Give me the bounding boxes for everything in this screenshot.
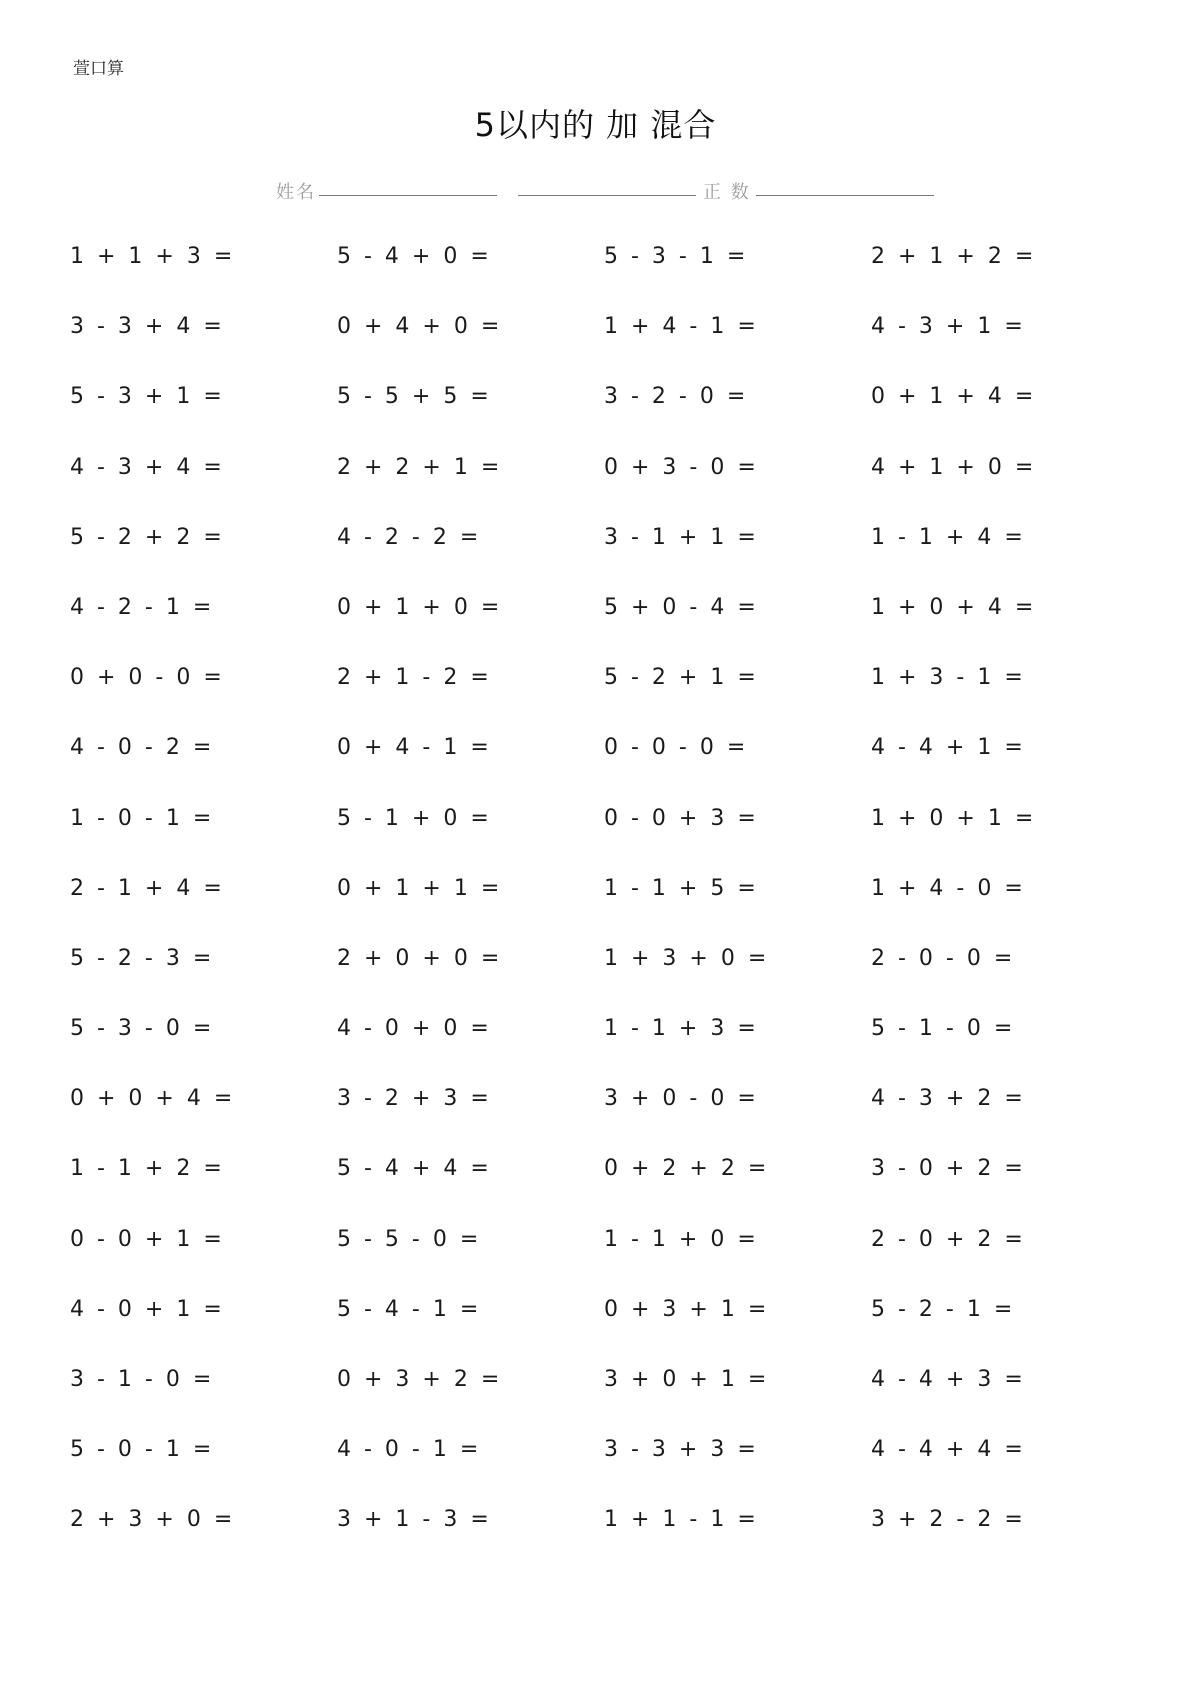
problem-r14-c3: 0 + 2 + 2 = bbox=[604, 1156, 769, 1182]
problem-r1-c1: 1 + 1 + 3 = bbox=[70, 244, 235, 269]
problem-r16-c3: 0 + 3 + 1 = bbox=[604, 1296, 769, 1322]
problem-r11-c3: 1 + 3 + 0 = bbox=[604, 945, 769, 971]
problem-r2-c2: 0 + 4 + 0 = bbox=[337, 314, 502, 340]
problem-r4-c4: 4 + 1 + 0 = bbox=[871, 454, 1036, 480]
problem-r3-c2: 5 - 5 + 5 = bbox=[337, 384, 491, 410]
problem-r12-c3: 1 - 1 + 3 = bbox=[604, 1016, 758, 1042]
problem-r7-c4: 1 + 3 - 1 = bbox=[871, 665, 1025, 691]
problem-r12-c1: 5 - 3 - 0 = bbox=[70, 1016, 214, 1042]
problem-r16-c4: 5 - 2 - 1 = bbox=[871, 1296, 1015, 1322]
problem-r14-c1: 1 - 1 + 2 = bbox=[70, 1156, 224, 1182]
problem-r19-c4: 3 + 2 - 2 = bbox=[871, 1507, 1025, 1533]
problem-r17-c1: 3 - 1 - 0 = bbox=[70, 1367, 214, 1392]
problem-r12-c4: 5 - 1 - 0 = bbox=[871, 1016, 1015, 1042]
problem-r5-c3: 3 - 1 + 1 = bbox=[604, 524, 758, 550]
problem-r13-c2: 3 - 2 + 3 = bbox=[337, 1086, 491, 1112]
problem-r1-c3: 5 - 3 - 1 = bbox=[604, 244, 748, 269]
problem-r5-c1: 5 - 2 + 2 = bbox=[70, 524, 224, 550]
problem-r5-c4: 1 - 1 + 4 = bbox=[871, 524, 1025, 550]
problem-r1-c4: 2 + 1 + 2 = bbox=[871, 244, 1036, 269]
problem-r4-c2: 2 + 2 + 1 = bbox=[337, 454, 502, 480]
score-line[interactable] bbox=[756, 195, 934, 196]
problem-r10-c1: 2 - 1 + 4 = bbox=[70, 875, 224, 901]
problem-r10-c4: 1 + 4 - 0 = bbox=[871, 875, 1025, 901]
problem-r7-c3: 5 - 2 + 1 = bbox=[604, 665, 758, 691]
problem-r10-c2: 0 + 1 + 1 = bbox=[337, 875, 502, 901]
problem-r7-c2: 2 + 1 - 2 = bbox=[337, 665, 491, 691]
problem-r9-c4: 1 + 0 + 1 = bbox=[871, 805, 1036, 831]
problem-r10-c3: 1 - 1 + 5 = bbox=[604, 875, 758, 901]
problem-r3-c4: 0 + 1 + 4 = bbox=[871, 384, 1036, 410]
problem-r19-c2: 3 + 1 - 3 = bbox=[337, 1507, 491, 1533]
problem-r18-c1: 5 - 0 - 1 = bbox=[70, 1437, 214, 1463]
problem-grid bbox=[70, 243, 1130, 1577]
problem-r6-c4: 1 + 0 + 4 = bbox=[871, 594, 1036, 620]
problem-r3-c3: 3 - 2 - 0 = bbox=[604, 384, 748, 410]
problem-r19-c1: 2 + 3 + 0 = bbox=[70, 1507, 235, 1533]
problem-r2-c3: 1 + 4 - 1 = bbox=[604, 314, 758, 340]
problem-r13-c4: 4 - 3 + 2 = bbox=[871, 1086, 1025, 1112]
problem-r8-c1: 4 - 0 - 2 = bbox=[70, 735, 214, 761]
name-label: 姓名 bbox=[276, 182, 316, 203]
problem-r7-c1: 0 + 0 - 0 = bbox=[70, 665, 224, 691]
problem-r2-c4: 4 - 3 + 1 = bbox=[871, 314, 1025, 340]
problem-r17-c4: 4 - 4 + 3 = bbox=[871, 1367, 1025, 1392]
problem-r6-c1: 4 - 2 - 1 = bbox=[70, 594, 214, 620]
problem-r13-c1: 0 + 0 + 4 = bbox=[70, 1086, 235, 1112]
problem-r14-c2: 5 - 4 + 4 = bbox=[337, 1156, 491, 1182]
problem-r6-c3: 5 + 0 - 4 = bbox=[604, 594, 758, 620]
problem-r17-c3: 3 + 0 + 1 = bbox=[604, 1367, 769, 1392]
problem-r12-c2: 4 - 0 + 0 = bbox=[337, 1016, 491, 1042]
problem-r17-c2: 0 + 3 + 2 = bbox=[337, 1367, 502, 1392]
problem-r14-c4: 3 - 0 + 2 = bbox=[871, 1156, 1025, 1182]
page-title: 5以内的 加 混合 bbox=[474, 106, 717, 144]
problem-r8-c3: 0 - 0 - 0 = bbox=[604, 735, 748, 761]
problem-r18-c3: 3 - 3 + 3 = bbox=[604, 1437, 758, 1463]
problem-r3-c1: 5 - 3 + 1 = bbox=[70, 384, 224, 410]
problem-r11-c4: 2 - 0 - 0 = bbox=[871, 945, 1015, 971]
problem-r9-c3: 0 - 0 + 3 = bbox=[604, 805, 758, 831]
problem-r9-c2: 5 - 1 + 0 = bbox=[337, 805, 491, 831]
problem-r8-c2: 0 + 4 - 1 = bbox=[337, 735, 491, 761]
problem-r18-c2: 4 - 0 - 1 = bbox=[337, 1437, 481, 1463]
problem-r15-c4: 2 - 0 + 2 = bbox=[871, 1226, 1025, 1252]
problem-r15-c2: 5 - 5 - 0 = bbox=[337, 1226, 481, 1252]
info-row bbox=[0, 176, 1191, 206]
header-label: 萱口算 bbox=[73, 59, 124, 79]
problem-r15-c1: 0 - 0 + 1 = bbox=[70, 1226, 224, 1252]
problem-r6-c2: 0 + 1 + 0 = bbox=[337, 594, 502, 620]
problem-r16-c1: 4 - 0 + 1 = bbox=[70, 1296, 224, 1322]
problem-r8-c4: 4 - 4 + 1 = bbox=[871, 735, 1025, 761]
problem-r4-c1: 4 - 3 + 4 = bbox=[70, 454, 224, 480]
problem-r4-c3: 0 + 3 - 0 = bbox=[604, 454, 758, 480]
problem-r18-c4: 4 - 4 + 4 = bbox=[871, 1437, 1025, 1463]
problem-r11-c1: 5 - 2 - 3 = bbox=[70, 945, 214, 971]
problem-r9-c1: 1 - 0 - 1 = bbox=[70, 805, 214, 831]
problem-r13-c3: 3 + 0 - 0 = bbox=[604, 1086, 758, 1112]
problem-r2-c1: 3 - 3 + 4 = bbox=[70, 314, 224, 340]
problem-r16-c2: 5 - 4 - 1 = bbox=[337, 1296, 481, 1322]
name-line[interactable] bbox=[319, 195, 497, 196]
problem-r1-c2: 5 - 4 + 0 = bbox=[337, 244, 491, 269]
score-label: 正 数 bbox=[703, 182, 751, 203]
problem-r5-c2: 4 - 2 - 2 = bbox=[337, 524, 481, 550]
problem-r15-c3: 1 - 1 + 0 = bbox=[604, 1226, 758, 1252]
blank-line[interactable] bbox=[518, 195, 696, 196]
problem-r11-c2: 2 + 0 + 0 = bbox=[337, 945, 502, 971]
problem-r19-c3: 1 + 1 - 1 = bbox=[604, 1507, 758, 1533]
